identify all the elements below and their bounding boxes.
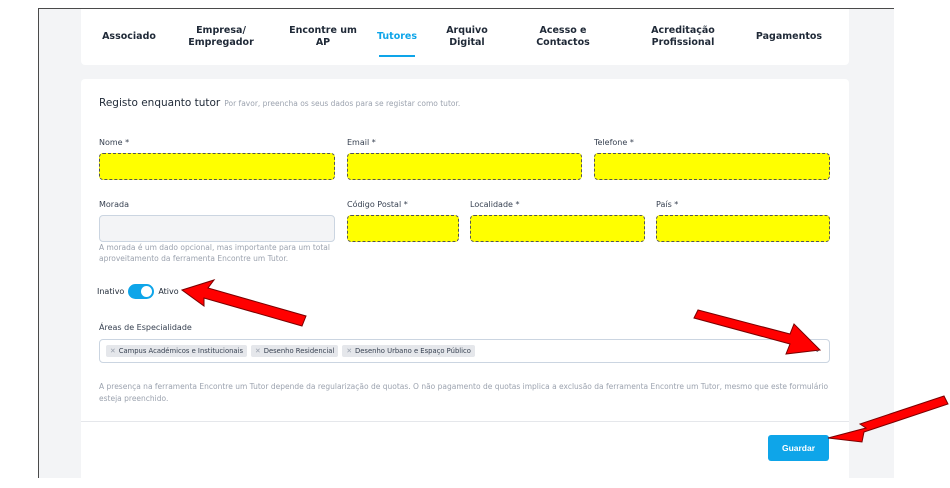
telefone-label: Telefone * [594,138,634,147]
form-divider [81,421,849,422]
tab-tutores[interactable]: Tutores [379,9,415,65]
form-subtitle: Por favor, preencha os seus dados para se registar como tutor. [224,99,461,108]
quota-notice: A presença na ferramenta Encontre um Tutor depende da regularização de quotas. O não pagamento de quotas implica a exclusão da ferramenta Encontre um Tutor, mesmo que este formulário esteja preenchido. [99,382,829,403]
annotation-arrow-areas [690,308,824,360]
tutor-status-toggle-row [97,284,179,299]
remove-chip-icon[interactable]: ✕ [110,347,116,355]
active-toggle[interactable] [128,284,154,299]
localidade-label: Localidade * [470,200,520,209]
tab-arquivo-digital[interactable]: Arquivo Digital [446,24,488,48]
tab-acreditacao-profissional[interactable]: Acreditação Profissional [651,24,715,48]
areas-label: Áreas de Especialidade [99,323,192,332]
pais-input[interactable] [656,215,830,242]
nome-label: Nome * [99,138,130,147]
tab-pagamentos[interactable]: Pagamentos [755,30,823,42]
form-heading [99,97,460,109]
form-title: Registo enquanto tutor [99,97,221,109]
area-chip[interactable]: ✕ Campus Académicos e Institucionais [106,345,247,357]
annotation-arrow-toggle [180,276,310,332]
annotation-arrow-save [826,394,950,450]
tab-empresa-empregador[interactable]: Empresa/ Empregador [188,24,254,48]
morada-help-text: A morada é um dado opcional, mas importante para um total aproveitamento da ferramenta Encontre um Tutor. [99,243,330,264]
email-input[interactable] [347,153,582,180]
toggle-knob [141,286,152,297]
morada-input[interactable] [99,215,335,242]
localidade-input[interactable] [470,215,645,242]
tab-bar [81,9,849,65]
remove-chip-icon[interactable]: ✕ [346,347,353,355]
app-frame [38,8,894,478]
toggle-off-label: Inativo [97,287,125,296]
telefone-input[interactable] [594,153,830,180]
area-chip[interactable]: ✕ Desenho Urbano e Espaço Público [342,345,475,357]
toggle-on-label: Ativo [158,287,179,296]
save-button[interactable]: Guardar [768,435,829,461]
codigo-postal-label: Código Postal * [347,200,408,209]
pais-label: País * [656,200,679,209]
codigo-postal-input[interactable] [347,215,459,242]
email-label: Email * [347,138,376,147]
area-chip[interactable]: ✕ Desenho Residencial [251,345,338,357]
morada-label: Morada [99,200,129,209]
remove-chip-icon[interactable]: ✕ [255,347,261,355]
tab-encontre-um-ap[interactable]: Encontre um AP [289,24,357,48]
tab-acesso-contactos[interactable]: Acesso e Contactos [536,24,590,48]
nome-input[interactable] [99,153,335,180]
tab-associado[interactable]: Associado [102,30,156,42]
